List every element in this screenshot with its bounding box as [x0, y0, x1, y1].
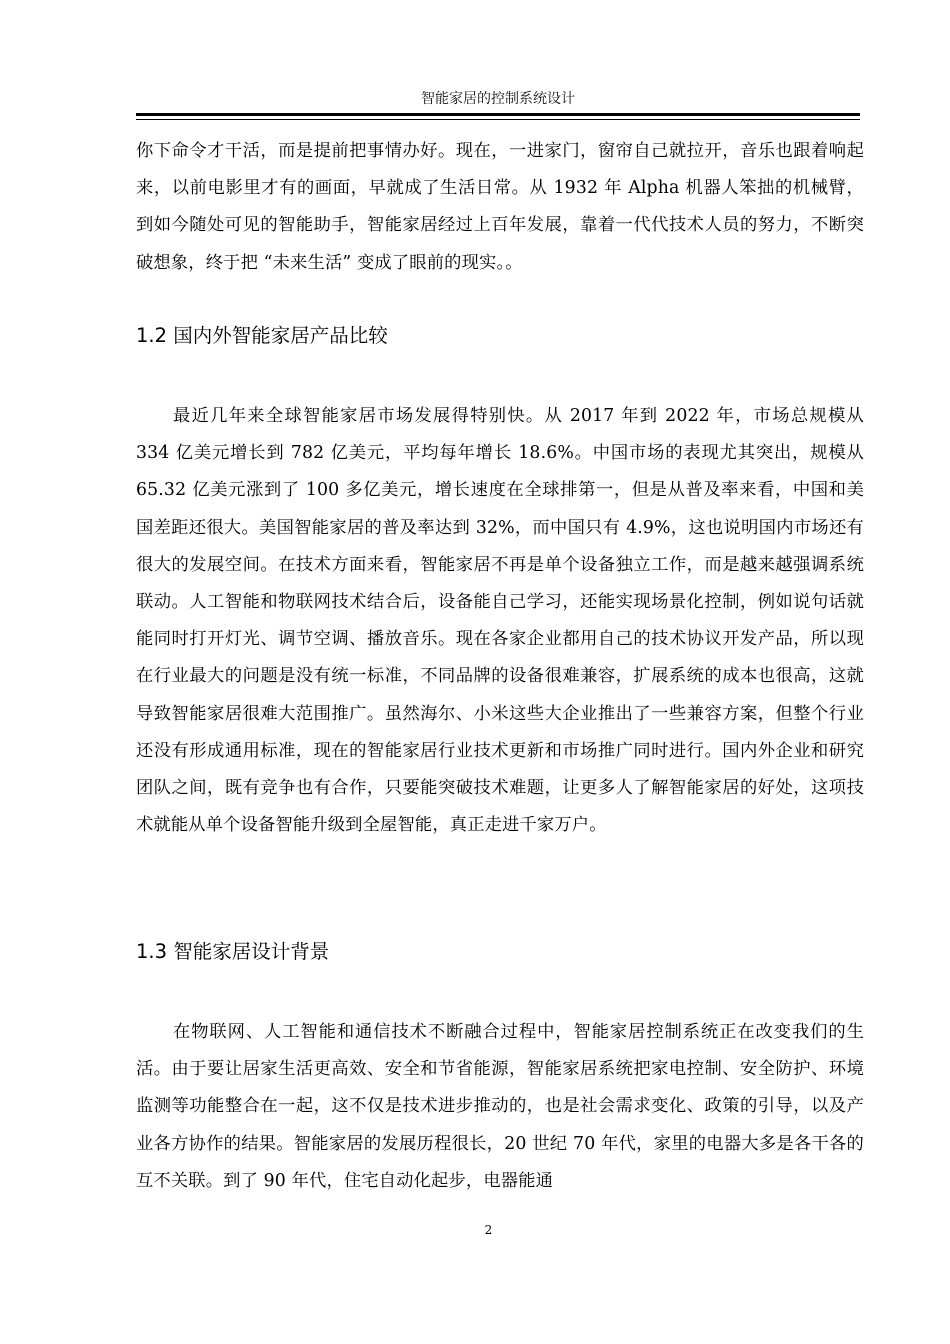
- section-1-3-paragraph: 在物联网、人工智能和通信技术不断融合过程中，智能家居控制系统正在改变我们的生活。由于要让居家生活更高效、安全和节省能源，智能家居系统把家电控制、安全防护、环境监测等功能整合在一起，这不仅是技术进步推动的，也是社会需求变化、政策的引导，以及产业各方协作的结果。智能家居的发展历程很长，20 世纪 70 年代，家里的电器大多是各干各的互不关联。到了 90 年代，住宅自动化起步，电器能通: [136, 1022, 864, 1191]
- section-1-3-body: [136, 1014, 864, 1200]
- header-rule-thick: [136, 113, 860, 116]
- header-rule-thin: [136, 119, 860, 120]
- intro-continuation-block: [136, 133, 864, 282]
- section-1-2-paragraph: 最近几年来全球智能家居市场发展得特别快。从 2017 年到 2022 年，市场总规模从 334 亿美元增长到 782 亿美元，平均每年增长 18.6%。中国市场的表现尤其突出，规模从 65.32 亿美元涨到了 100 多亿美元，增长速度在全球排第一，但是从普及率来看，中国和美国差距还很大。美国智能家居的普及率达到 32%，而中国只有 4.9%，这也说明国内市场还有很大的发展空间。在技术方面来看，智能家居不再是单个设备独立工作，而是越来越强调系统联动。人工智能和物联网技术结合后，设备能自己学习，还能实现场景化控制，例如说句话就能同时打开灯光、调节空调、播放音乐。现在各家企业都用自己的技术协议开发产品，所以现在行业最大的问题是没有统一标准，不同品牌的设备很难兼容，扩展系统的成本也很高，这就导致智能家居很难大范围推广。虽然海尔、小米这些大企业推出了一些兼容方案，但整个行业还没有形成通用标准，现在的智能家居行业技术更新和市场推广同时进行。国内外企业和研究团队之间，既有竞争也有合作，只要能突破技术难题，让更多人了解智能家居的好处，这项技术就能从单个设备智能升级到全屋智能，真正走进千家万户。: [136, 406, 864, 836]
- section-heading-1-2: 1.2 国内外智能家居产品比较: [136, 324, 388, 347]
- page-header: 智能家居的控制系统设计: [421, 91, 575, 107]
- intro-paragraph: 你下命令才干活，而是提前把事情办好。现在，一进家门，窗帘自己就拉开，音乐也跟着响起来，以前电影里才有的画面，早就成了生活日常。从 1932 年 Alpha 机器人笨拙的机械臂，到如今随处可见的智能助手，智能家居经过上百年发展，靠着一代代技术人员的努力，不断突破想象，终于把 “未来生活” 变成了眼前的现实。。: [136, 141, 864, 273]
- page-number: 2: [484, 1223, 493, 1237]
- section-1-2-body: [136, 398, 864, 844]
- section-heading-1-3: 1.3 智能家居设计背景: [136, 940, 330, 963]
